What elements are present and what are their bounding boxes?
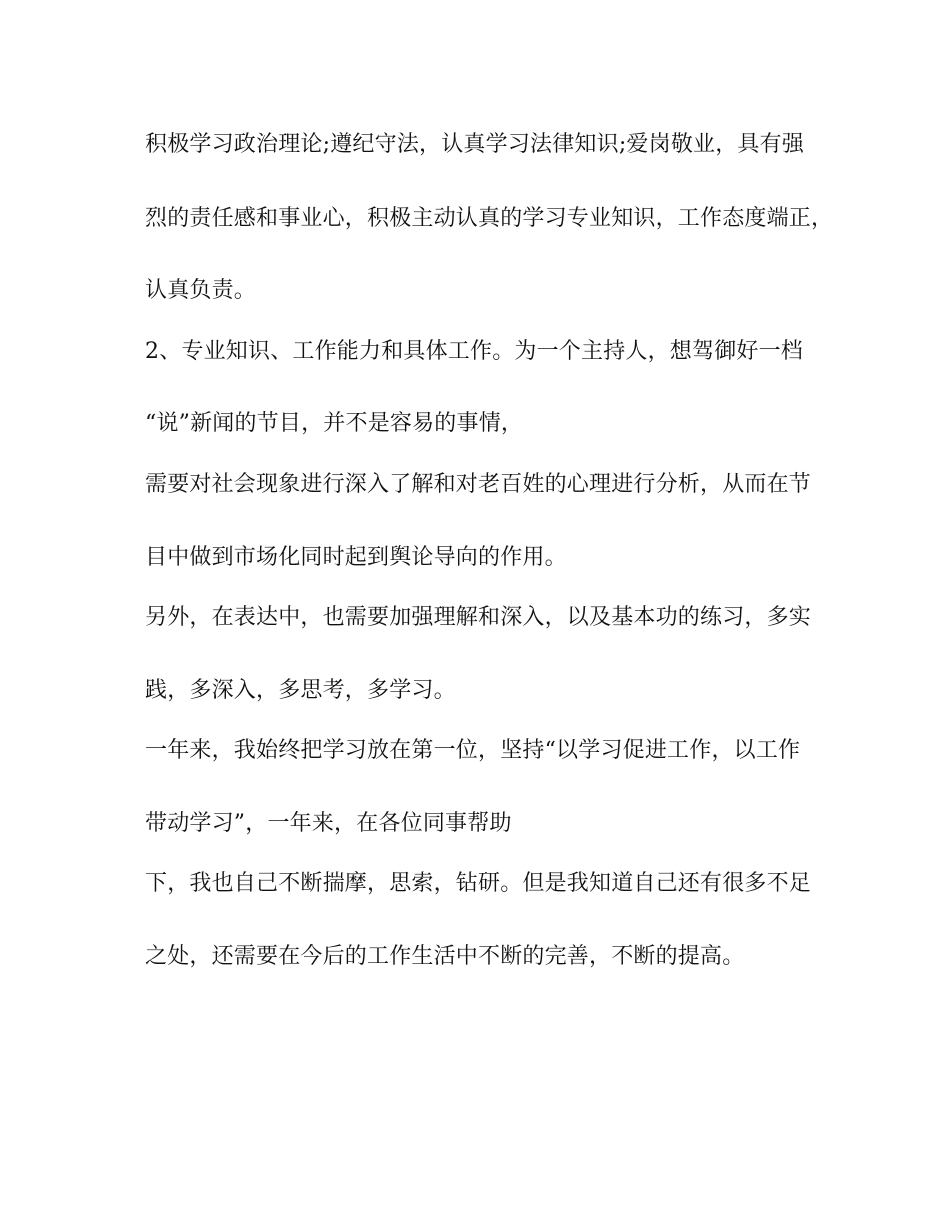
text-line: “说”新闻的节目，并不是容易的事情，	[145, 411, 524, 436]
text-line: 践，多深入，多思考，多学习。	[145, 678, 456, 703]
text-line: 目中做到市场化同时起到舆论导向的作用。	[145, 545, 567, 570]
text-line: 下，我也自己不断揣摩，思索，钻研。但是我知道自己还有很多不足	[145, 871, 812, 896]
text-line: 需要对社会现象进行深入了解和对老百姓的心理进行分析，从而在节	[145, 472, 812, 497]
text-line: 2、专业知识、工作能力和具体工作。为一个主持人，想驾御好一档	[145, 339, 803, 364]
text-line: 一年来，我始终把学习放在第一位，坚持“以学习促进工作，以工作	[145, 738, 801, 763]
text-line: 积极学习政治理论;遵纪守法，认真学习法律知识;爱岗敬业，具有强	[145, 132, 805, 157]
text-line: 之处，还需要在今后的工作生活中不断的完善，不断的提高。	[145, 944, 745, 969]
text-line: 烈的责任感和事业心，积极主动认真的学习专业知识，工作态度端正，	[145, 206, 834, 231]
text-line: 带动学习”，一年来，在各位同事帮助	[145, 811, 512, 836]
text-line: 另外，在表达中，也需要加强理解和深入，以及基本功的练习，多实	[145, 605, 812, 630]
text-line: 认真负责。	[145, 278, 257, 303]
